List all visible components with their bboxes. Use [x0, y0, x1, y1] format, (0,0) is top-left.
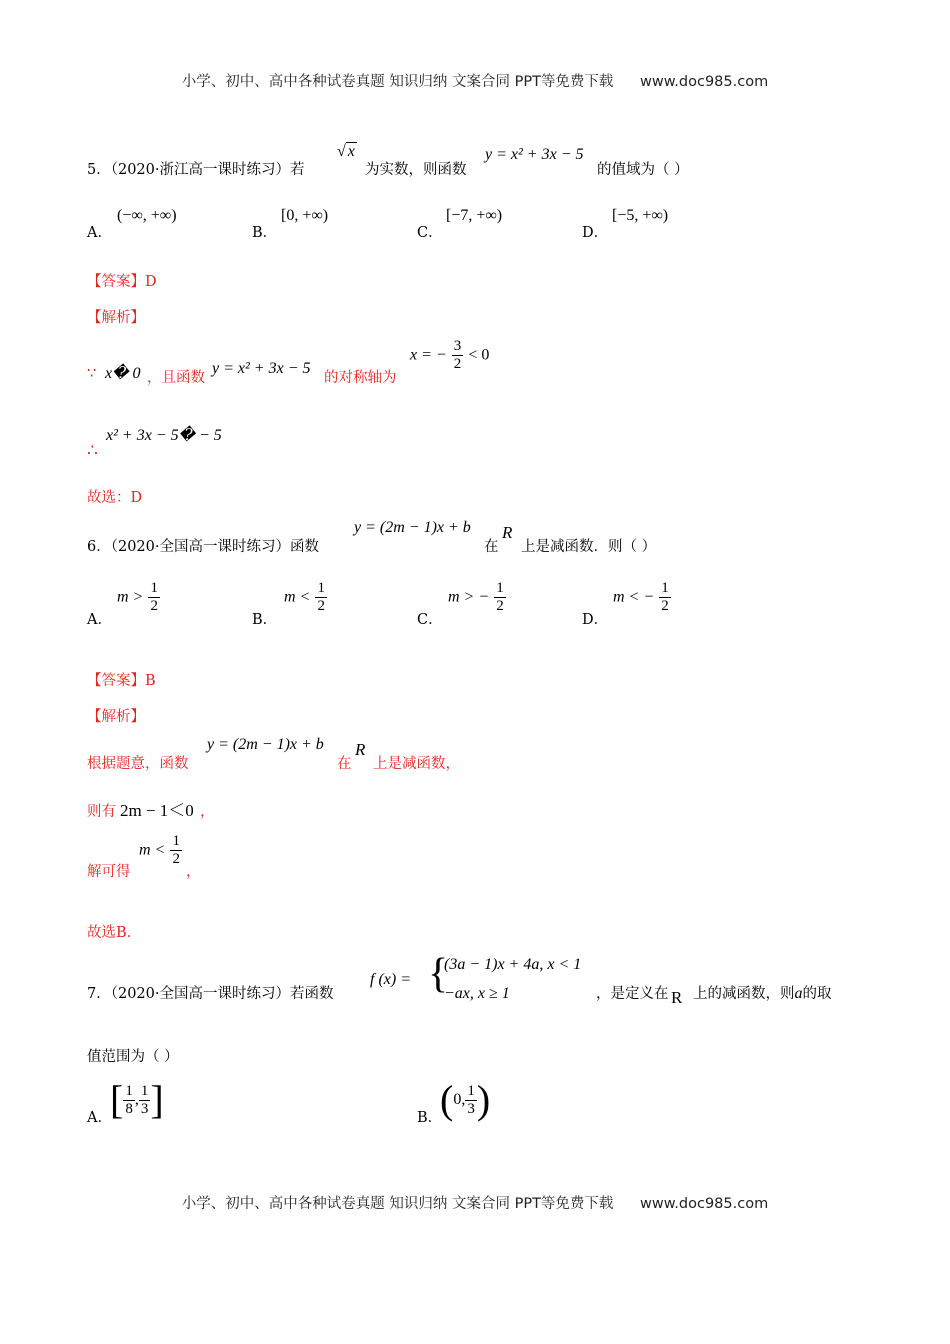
- q5-because-symbol: ∵: [87, 366, 97, 382]
- frac-den: 2: [453, 356, 462, 372]
- opt-pre: m >: [117, 588, 144, 606]
- paren-close: ): [476, 1077, 491, 1122]
- frac-den: 3: [140, 1100, 149, 1117]
- q6-l3-comma: ，: [186, 864, 201, 880]
- q5-axis-lhs: x = −: [410, 346, 447, 364]
- q6-l1-text-c: 上是减函数，: [373, 756, 460, 772]
- q7-option-a: A．: [87, 1110, 112, 1126]
- frac-num: 1: [317, 580, 325, 596]
- q6-option-b-value: [284, 580, 327, 615]
- q7-text: 若函数: [290, 986, 334, 1002]
- footer-text: 小学、初中、高中各种试卷真题 知识归纳 文案合同 PPT等免费下载: [181, 1196, 614, 1212]
- q7-number: 7．: [87, 986, 111, 1002]
- q6-l1-in: 在: [337, 756, 352, 772]
- q7-brace: {: [428, 951, 449, 997]
- q7-function-name: f (x) =: [370, 971, 411, 988]
- frac-den: 2: [496, 598, 504, 614]
- frac-den: 2: [661, 598, 669, 614]
- q5-source: （2020·浙江高一课时练习）: [110, 162, 290, 178]
- frac-num: 3: [453, 338, 462, 354]
- frac-num: 1: [661, 580, 669, 596]
- frac-den: 2: [150, 598, 158, 614]
- q6-source: （2020·全国高一课时练习）: [110, 539, 290, 555]
- option-letter: A．: [87, 225, 112, 241]
- frac-num: 1: [467, 1082, 475, 1099]
- q6-l2-math: 2m − 1＜0: [120, 801, 194, 820]
- q6-l1-domain: R: [355, 740, 366, 759]
- opt-pre: m > −: [448, 588, 490, 606]
- q6-stem: [87, 535, 319, 556]
- header-text: 小学、初中、高中各种试卷真题 知识归纳 文案合同 PPT等免费下载: [181, 74, 614, 90]
- q5-answer: 【答案】D: [87, 274, 157, 290]
- q5-a2-math: x² + 3x − 5� − 5: [106, 427, 222, 444]
- q6-option-b: B．: [252, 612, 278, 628]
- frac-num: 1: [496, 580, 504, 596]
- q6-l3-math: [139, 833, 182, 868]
- q7-option-b-value: [440, 1077, 491, 1122]
- q5-a1-function: y = x² + 3x − 5: [212, 360, 311, 377]
- q5-option-c-value: [−7, +∞): [446, 207, 503, 224]
- q6-l3-text: 解可得: [87, 864, 131, 880]
- q6-option-a-value: [117, 580, 160, 615]
- q6-l1-text: 根据题意，函数: [87, 756, 189, 772]
- opt-pre: m <: [284, 588, 311, 606]
- q5-sqrt: √ x: [337, 143, 355, 160]
- q7-line-2: 值范围为（ ）: [87, 1049, 179, 1065]
- q6-text-b: 在: [484, 539, 499, 555]
- q5-option-a-value: (−∞, +∞): [117, 207, 177, 224]
- q7-text-c-wrap: [693, 982, 832, 1003]
- q7-case-2: −ax, x ≥ 1: [444, 985, 510, 1002]
- q6-option-d-value: [613, 580, 671, 615]
- header-site: www.doc985.com: [640, 74, 769, 90]
- q5-axis-expression: [410, 338, 489, 373]
- q5-number: 5．: [87, 162, 111, 178]
- q5-option-a: [87, 221, 112, 242]
- q7-text-d: 的取: [802, 986, 832, 1002]
- frac-den: 2: [172, 851, 180, 867]
- option-letter: B．: [252, 225, 278, 241]
- q6-l2-text: 则有: [87, 804, 116, 820]
- q5-option-d: [582, 221, 608, 242]
- q5-function: y = x² + 3x − 5: [485, 146, 584, 163]
- interval-left: 0,: [453, 1091, 466, 1108]
- frac-den: 2: [317, 598, 325, 614]
- q5-stem: [87, 158, 305, 179]
- q6-analysis-label: 【解析】: [87, 709, 145, 725]
- q6-conclusion: 故选B．: [87, 925, 142, 941]
- q7-domain: R: [671, 988, 683, 1007]
- frac-num: 1: [125, 1082, 133, 1099]
- footer-site: www.doc985.com: [640, 1196, 769, 1212]
- frac-num: 1: [140, 1082, 149, 1099]
- option-letter: C．: [417, 225, 443, 241]
- q6-l2-comma: ，: [200, 804, 215, 820]
- q5-text-b: 为实数，则函数: [365, 162, 467, 178]
- q5-option-b-value: [0, +∞): [281, 207, 329, 224]
- q5-a1-text-post: 的对称轴为: [324, 370, 397, 386]
- q6-function: y = (2m − 1)x + b: [354, 519, 471, 536]
- q6-answer: 【答案】B: [87, 673, 156, 689]
- frac-den: 8: [125, 1100, 133, 1117]
- q6-option-a: A．: [87, 612, 112, 628]
- q5-sqrt-var: x: [347, 143, 355, 160]
- q5-text: 若: [290, 162, 305, 178]
- q5-conclusion: 故选：D: [87, 490, 143, 506]
- option-letter: D．: [582, 225, 609, 241]
- q7-case-1: (3a − 1)x + 4a, x < 1: [444, 956, 582, 973]
- frac-num: 1: [172, 833, 180, 849]
- page-header: [0, 70, 950, 91]
- q5-option-c: [417, 221, 443, 242]
- q6-number: 6．: [87, 539, 111, 555]
- q7-source: （2020·全国高一课时练习）: [110, 986, 290, 1002]
- q7-var: a: [794, 985, 803, 1002]
- bracket-open: [: [110, 1077, 124, 1122]
- q5-a1-math: x� 0: [105, 365, 141, 382]
- q6-text-c: 上是减函数．则（ ）: [521, 539, 657, 555]
- opt-pre: m < −: [613, 588, 655, 606]
- q6-option-c-value: [448, 580, 506, 615]
- q5-a1-text: ，且函数: [147, 370, 205, 386]
- frac-num: 1: [150, 580, 158, 596]
- q6-option-c: C．: [417, 612, 443, 628]
- q7-stem: [87, 982, 334, 1003]
- bracket-close: ]: [150, 1077, 164, 1122]
- q6-l1-function: y = (2m − 1)x + b: [207, 736, 324, 753]
- paren-open: (: [440, 1077, 454, 1122]
- page-footer: [0, 1192, 950, 1213]
- q5-analysis-label: 【解析】: [87, 310, 145, 326]
- q6-text: 函数: [290, 539, 319, 555]
- q7-option-a-value: [ $\frac{1}{8}$ , $\frac{1}{3}$ ]: [110, 1077, 164, 1122]
- q7-text-b: ，是定义在: [596, 986, 669, 1002]
- q7-text-c: 上的减函数，则: [693, 986, 795, 1002]
- q5-option-d-value: [−5, +∞): [612, 207, 669, 224]
- q5-therefore-symbol: ∴: [87, 441, 98, 461]
- q5-text-c: 的值域为（ ）: [597, 162, 689, 178]
- frac-den: 3: [467, 1100, 475, 1117]
- l3-pre: m <: [139, 841, 166, 859]
- q5-option-b: [252, 221, 277, 242]
- q5-axis-rhs: < 0: [468, 346, 490, 364]
- q6-option-d: D．: [582, 612, 609, 628]
- q6-domain: R: [502, 523, 513, 542]
- q7-option-b: B．: [417, 1110, 443, 1126]
